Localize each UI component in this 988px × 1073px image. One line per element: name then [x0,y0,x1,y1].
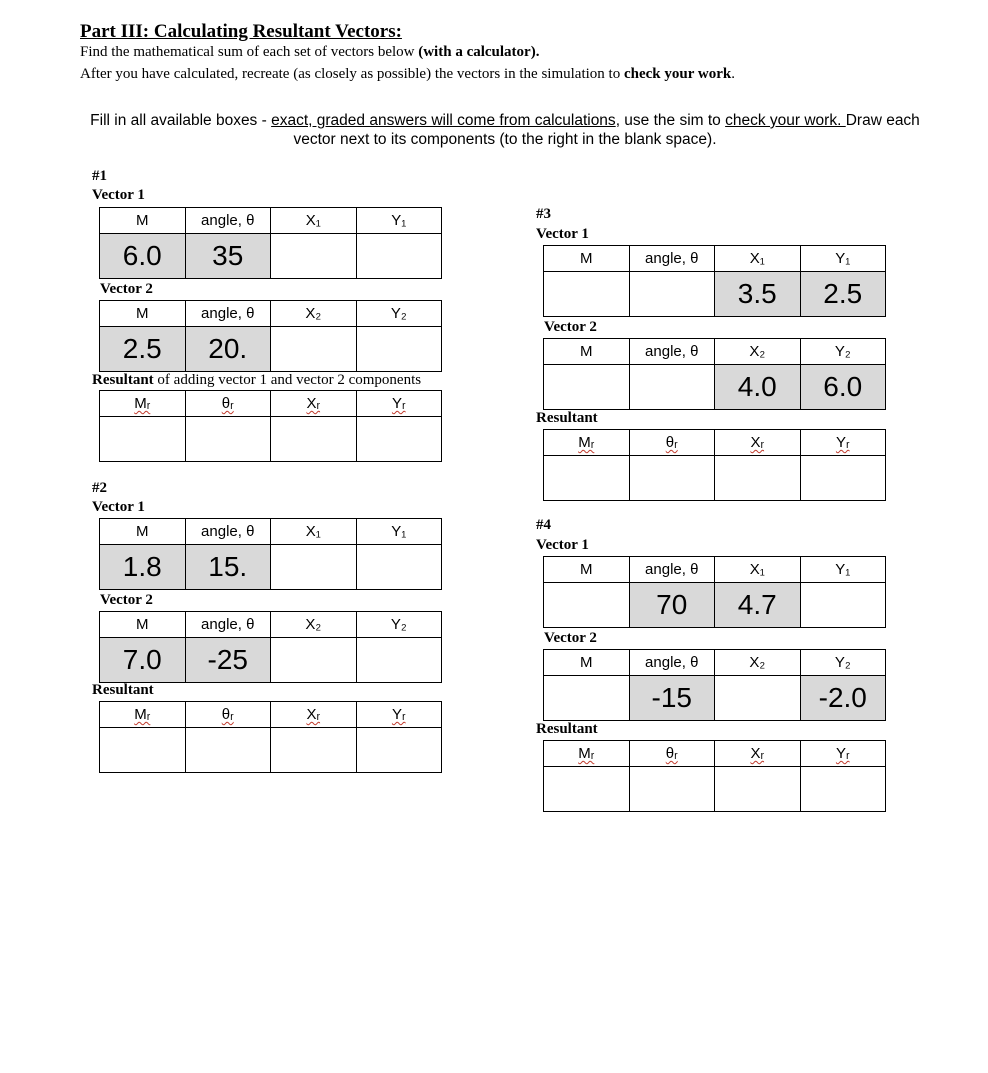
header-m: M [544,246,630,272]
p3-res-x-cell[interactable] [715,456,801,501]
header-x2: X₂ [271,612,357,638]
header-m: M [100,612,186,638]
header-theta-r: θᵣ [629,741,715,767]
problem-1-vector-1-table [99,207,442,279]
problem-1-resultant-table [99,390,442,462]
fill-text-e: Draw each vector next to its components (to the right in the blank space). [293,112,920,148]
problem-4-vector-1-table [543,556,886,628]
problem-3-vector-2-table [543,338,886,410]
p4-res-m-cell[interactable] [544,767,630,812]
p2-res-m-cell[interactable] [100,728,186,773]
p3-v1-angle-cell[interactable] [629,272,715,317]
p1-res-m-cell[interactable] [100,417,186,462]
header-theta-r: θᵣ [185,702,271,728]
header-m: M [100,519,186,545]
fill-text-a: Fill in all available boxes - [90,112,272,129]
p2-v1-angle-cell[interactable]: 15. [185,545,271,590]
p4-res-angle-cell[interactable] [629,767,715,812]
header-x2: X₂ [271,301,357,327]
header-mr: Mᵣ [100,391,186,417]
problem-1-vector-1-label: Vector 1 [92,187,145,203]
p3-v2-m-cell[interactable] [544,365,630,410]
p2-v2-m-cell[interactable]: 7.0 [100,638,186,683]
p2-res-angle-cell[interactable] [185,728,271,773]
header-y2: Y₂ [800,650,886,676]
problem-3-resultant-label: Resultant [536,410,598,426]
p4-v2-angle-cell[interactable]: -15 [629,676,715,721]
problem-1-vector-2-table [99,300,442,372]
problem-1-vector-2-label: Vector 2 [100,281,153,297]
instruction-2-text: After you have calculated, recreate (as closely as possible) the vectors in the simulation to [80,66,624,82]
header-y1: Y₁ [800,246,886,272]
fill-text-c: , use the sim to [615,112,726,129]
header-xr: Xᵣ [271,702,357,728]
p2-v2-y-cell[interactable] [356,638,442,683]
p4-v2-m-cell[interactable] [544,676,630,721]
p3-res-y-cell[interactable] [800,456,886,501]
p3-v2-x-cell[interactable]: 4.0 [715,365,801,410]
p3-v2-angle-cell[interactable] [629,365,715,410]
header-y2: Y₂ [356,301,442,327]
problem-4-vector-1-label: Vector 1 [536,537,589,553]
header-xr: Xᵣ [715,430,801,456]
header-angle: angle, θ [185,301,271,327]
fill-text-d: check your work. [725,112,846,129]
header-angle: angle, θ [185,208,271,234]
problem-2-resultant-label: Resultant [92,682,154,698]
header-m: M [544,650,630,676]
header-yr: Yᵣ [800,741,886,767]
problem-4-vector-2-table [543,649,886,721]
header-m: M [100,208,186,234]
p1-v2-m-cell[interactable]: 2.5 [100,327,186,372]
p1-res-angle-cell[interactable] [185,417,271,462]
p2-v1-y-cell[interactable] [356,545,442,590]
p2-v1-m-cell[interactable]: 1.8 [100,545,186,590]
fill-instructions [70,111,940,149]
p4-res-x-cell[interactable] [715,767,801,812]
header-x1: X₁ [271,519,357,545]
problem-4-resultant-label: Resultant [536,721,598,737]
problem-2-vector-1-table [99,518,442,590]
p2-v1-x-cell[interactable] [271,545,357,590]
instruction-1-text: Find the mathematical sum of each set of vectors below [80,44,419,60]
header-y2: Y₂ [800,339,886,365]
p1-v2-x-cell[interactable] [271,327,357,372]
p1-v1-m-cell[interactable]: 6.0 [100,234,186,279]
header-xr: Xᵣ [715,741,801,767]
header-x2: X₂ [715,650,801,676]
page-title: Part III: Calculating Resultant Vectors: [80,21,402,42]
problem-3-resultant-table [543,429,886,501]
header-angle: angle, θ [629,557,715,583]
fill-text-b: exact, graded answers will come from calculations [271,112,616,129]
p2-v2-x-cell[interactable] [271,638,357,683]
p4-v1-y-cell[interactable] [800,583,886,628]
header-xr: Xᵣ [271,391,357,417]
problem-3-vector-1-label: Vector 1 [536,226,589,242]
header-x2: X₂ [715,339,801,365]
problem-2-vector-1-label: Vector 1 [92,499,145,515]
problem-3-label: #3 [536,206,551,222]
header-y1: Y₁ [356,208,442,234]
header-x1: X₁ [271,208,357,234]
header-yr: Yᵣ [356,391,442,417]
p3-v1-x-cell[interactable]: 3.5 [715,272,801,317]
p2-res-x-cell[interactable] [271,728,357,773]
p2-v2-angle-cell[interactable]: -25 [185,638,271,683]
p4-v1-x-cell[interactable]: 4.7 [715,583,801,628]
p2-res-y-cell[interactable] [356,728,442,773]
p4-v2-y-cell[interactable]: -2.0 [800,676,886,721]
p4-res-y-cell[interactable] [800,767,886,812]
header-mr: Mᵣ [544,741,630,767]
header-angle: angle, θ [629,246,715,272]
header-x1: X₁ [715,246,801,272]
p1-v1-y-cell[interactable] [356,234,442,279]
p4-v2-x-cell[interactable] [715,676,801,721]
instruction-1-bold: (with a calculator). [418,44,540,60]
p1-v2-y-cell[interactable] [356,327,442,372]
p3-v1-y-cell[interactable]: 2.5 [800,272,886,317]
problem-1-resultant-label [92,372,421,389]
problem-4-vector-2-label: Vector 2 [544,630,597,646]
header-angle: angle, θ [185,519,271,545]
resultant-rest: of adding vector 1 and vector 2 components [153,372,422,388]
p3-v1-m-cell[interactable] [544,272,630,317]
header-m: M [544,339,630,365]
problem-2-vector-2-label: Vector 2 [100,592,153,608]
header-y2: Y₂ [356,612,442,638]
resultant-bold: Resultant [92,372,154,388]
instruction-line-1 [80,44,539,61]
problem-2-resultant-table [99,701,442,773]
header-angle: angle, θ [629,339,715,365]
instruction-2-bold: check your work [623,66,732,82]
header-yr: Yᵣ [356,702,442,728]
problem-3-vector-2-label: Vector 2 [544,319,597,335]
instruction-2-end: . [731,66,735,82]
header-angle: angle, θ [185,612,271,638]
header-theta-r: θᵣ [185,391,271,417]
problem-2-label: #2 [92,480,107,496]
p3-res-m-cell[interactable] [544,456,630,501]
p3-res-angle-cell[interactable] [629,456,715,501]
p1-v1-x-cell[interactable] [271,234,357,279]
problem-2-vector-2-table [99,611,442,683]
header-y1: Y₁ [356,519,442,545]
header-mr: Mᵣ [100,702,186,728]
p1-res-y-cell[interactable] [356,417,442,462]
header-angle: angle, θ [629,650,715,676]
header-y1: Y₁ [800,557,886,583]
header-theta-r: θᵣ [629,430,715,456]
p1-v2-angle-cell[interactable]: 20. [185,327,271,372]
p1-v1-angle-cell[interactable]: 35 [185,234,271,279]
p3-v2-y-cell[interactable]: 6.0 [800,365,886,410]
header-m: M [100,301,186,327]
problem-4-label: #4 [536,517,551,533]
instruction-line-2 [80,66,735,83]
problem-4-resultant-table [543,740,886,812]
header-x1: X₁ [715,557,801,583]
header-m: M [544,557,630,583]
p4-v1-angle-cell[interactable]: 70 [629,583,715,628]
header-mr: Mᵣ [544,430,630,456]
header-yr: Yᵣ [800,430,886,456]
p1-res-x-cell[interactable] [271,417,357,462]
p4-v1-m-cell[interactable] [544,583,630,628]
problem-1-label: #1 [92,168,107,184]
problem-3-vector-1-table [543,245,886,317]
